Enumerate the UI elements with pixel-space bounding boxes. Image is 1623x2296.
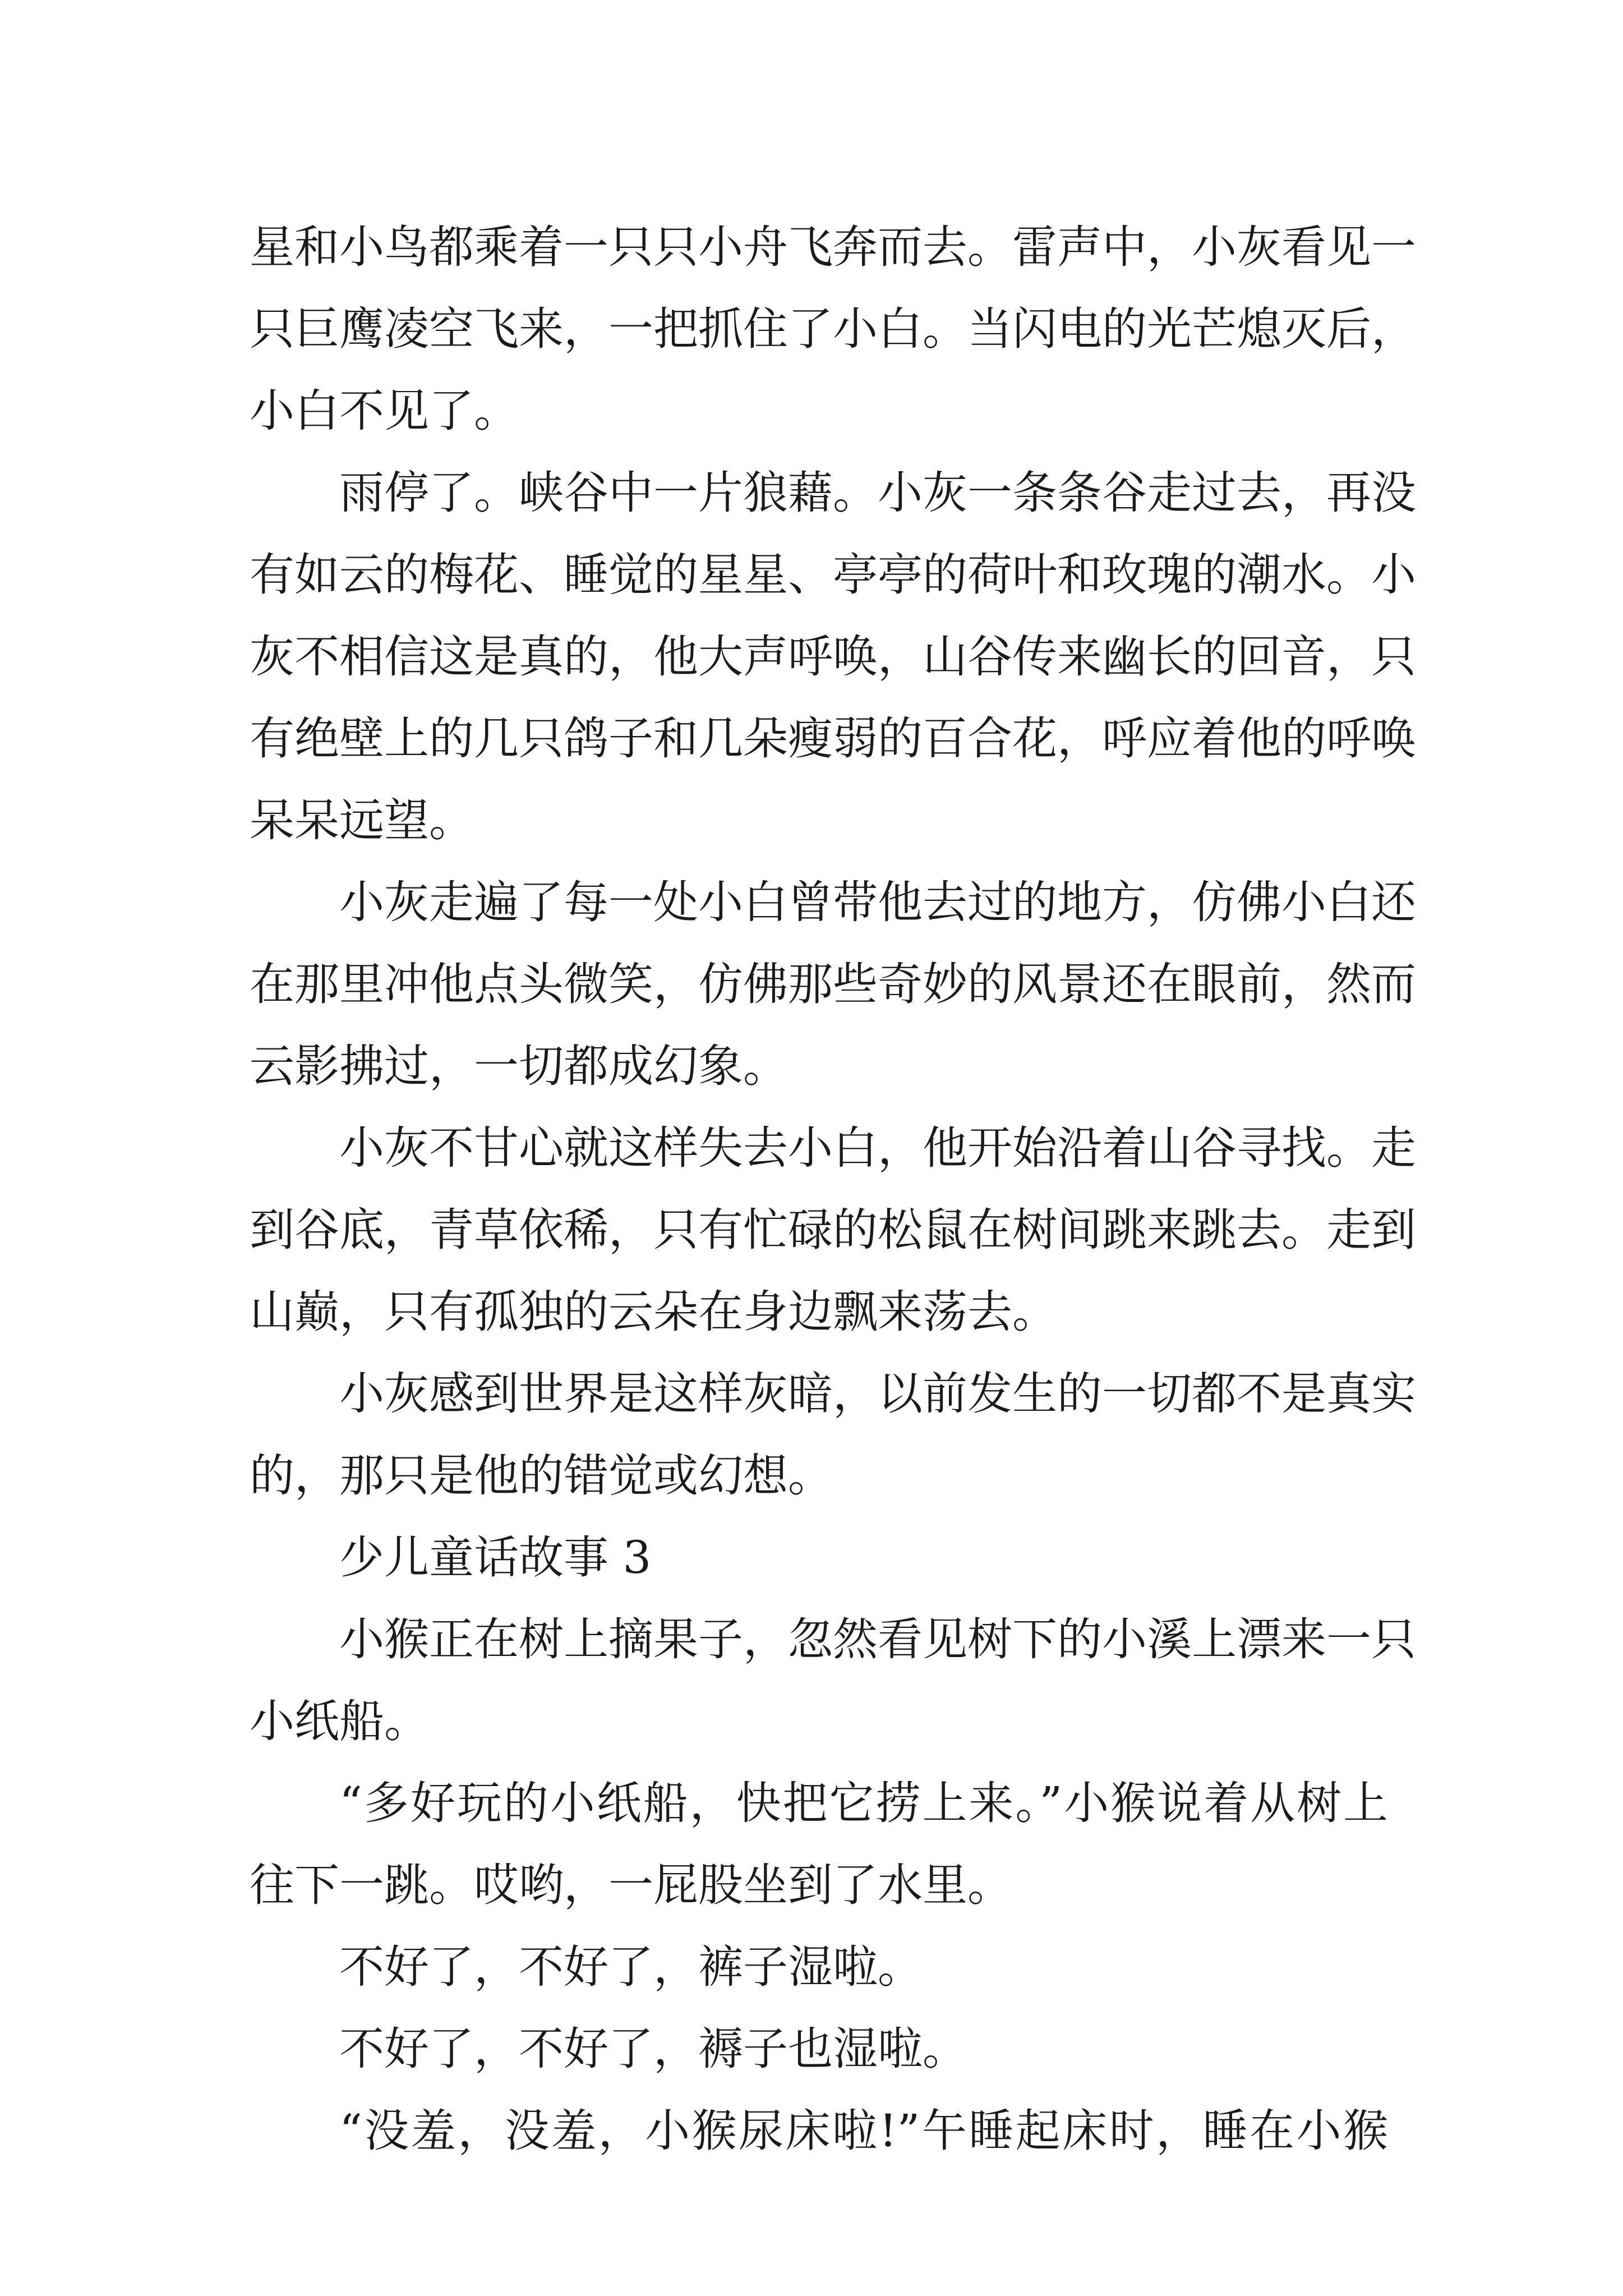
- text-line: 星和小鸟都乘着一只只小舟飞奔而去。雷声中，小灰看见一: [250, 221, 1416, 273]
- text-line: 呆呆远望。: [250, 794, 474, 846]
- text-line: “多好玩的小纸船，快把它捞上来。”小猴说着从树上: [339, 1777, 1388, 1829]
- text-line: 有绝壁上的几只鸽子和几朵瘦弱的百合花，呼应着他的呼唤: [250, 712, 1416, 765]
- body-text: [250, 206, 1416, 2172]
- text-line: 灰不相信这是真的，他大声呼唤，山谷传来幽长的回音，只: [250, 631, 1416, 683]
- text-line: 往下一跳。哎哟，一屁股坐到了水里。: [250, 1859, 1012, 1911]
- text-line: 在那里冲他点头微笑，仿佛那些奇妙的风景还在眼前，然而: [250, 958, 1416, 1010]
- text-line: 只巨鹰凌空飞来，一把抓住了小白。当闪电的光芒熄灭后，: [250, 303, 1416, 355]
- text-line: 小猴正在树上摘果子，忽然看见树下的小溪上漂来一只: [339, 1613, 1416, 1665]
- text-line: 不好了，不好了，裤子湿啦。: [339, 1941, 923, 1993]
- text-line: 小灰走遍了每一处小白曾带他去过的地方，仿佛小白还: [339, 876, 1416, 928]
- text-line: 小白不见了。: [250, 385, 519, 437]
- section-heading: 少儿童话故事 3: [339, 1531, 652, 1584]
- text-line: 云影拂过，一切都成幻象。: [250, 1040, 788, 1092]
- text-line: 不好了，不好了，褥子也湿啦。: [339, 2023, 967, 2075]
- text-line: 有如云的梅花、睡觉的星星、亭亭的荷叶和玫瑰的潮水。小: [250, 549, 1416, 601]
- text-line: 小灰不甘心就这样失去小白，他开始沿着山谷寻找。走: [339, 1122, 1416, 1174]
- text-line: 的，那只是他的错觉或幻想。: [250, 1450, 833, 1502]
- text-line: 山巅，只有孤独的云朵在身边飘来荡去。: [250, 1286, 1057, 1338]
- text-line: 雨停了。峡谷中一片狼藉。小灰一条条谷走过去，再没: [339, 467, 1416, 519]
- text-line: 小纸船。: [250, 1695, 429, 1747]
- text-line: 小灰感到世界是这样灰暗，以前发生的一切都不是真实: [339, 1368, 1416, 1420]
- text-line: “没羞，没羞，小猴尿床啦!”午睡起床时，睡在小猴: [339, 2105, 1388, 2157]
- text-line: 到谷底，青草依稀，只有忙碌的松鼠在树间跳来跳去。走到: [250, 1204, 1416, 1256]
